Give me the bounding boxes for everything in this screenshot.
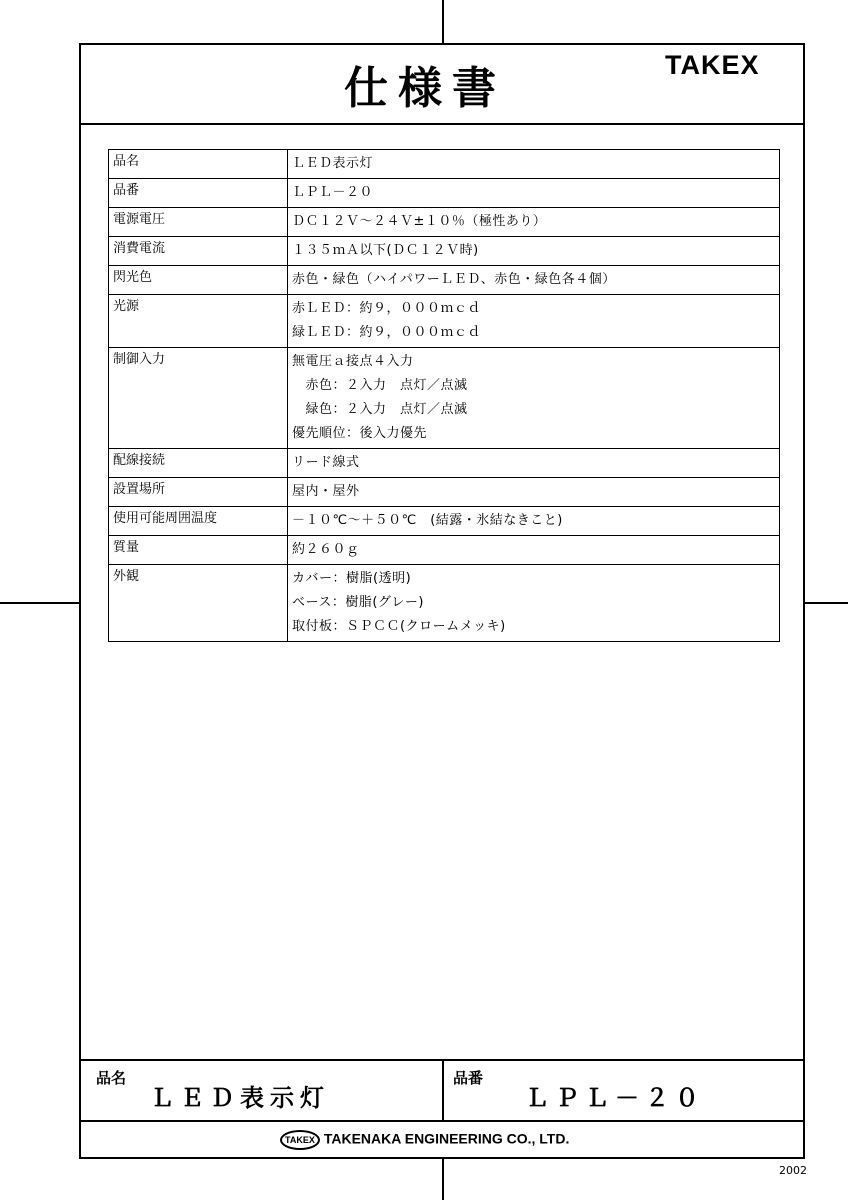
company-name: TAKENAKA ENGINEERING CO., LTD. bbox=[323, 1130, 570, 1147]
spec-label: 品名 bbox=[109, 150, 288, 179]
spec-value bbox=[288, 237, 780, 266]
footer-name-value: ＬＥＤ表示灯 bbox=[150, 1084, 330, 1112]
table-row bbox=[109, 348, 780, 449]
table-row bbox=[109, 565, 780, 642]
spec-value bbox=[288, 536, 780, 565]
table-row bbox=[109, 449, 780, 478]
spec-table bbox=[108, 149, 780, 642]
footer-vertical-divider bbox=[442, 1059, 444, 1121]
spec-value-line: カバー：樹脂(透明) bbox=[292, 571, 412, 586]
spec-value-line: ＬＰＬ－２０ bbox=[292, 185, 374, 200]
table-row bbox=[109, 295, 780, 348]
spec-label: 制御入力 bbox=[109, 348, 288, 449]
spec-label: 外観 bbox=[109, 565, 288, 642]
spec-label: 設置場所 bbox=[109, 478, 288, 507]
spec-value-line: 緑色：２入力 点灯／点滅 bbox=[292, 402, 468, 417]
spec-value-line: 約２６０ｇ bbox=[292, 542, 360, 557]
spec-value-line: リード線式 bbox=[292, 455, 360, 470]
spec-value-line: －１０℃～＋５０℃ (結露・氷結なきこと) bbox=[292, 513, 563, 528]
takex-logo-mark: TAKEX bbox=[280, 1130, 320, 1150]
spec-value-line: ＤＣ１２Ｖ～２４Ｖ±１０％（極性あり） bbox=[292, 214, 547, 229]
company-line bbox=[280, 1130, 569, 1150]
spec-value bbox=[288, 295, 780, 348]
spec-value bbox=[288, 208, 780, 237]
crop-mark-left bbox=[0, 602, 79, 604]
crop-mark-right bbox=[805, 602, 848, 604]
spec-value-line: ベース：樹脂(グレー) bbox=[292, 595, 424, 610]
spec-value bbox=[288, 478, 780, 507]
document-title: 仕様書 bbox=[344, 63, 506, 114]
spec-label: 光源 bbox=[109, 295, 288, 348]
document-number: 2002 bbox=[779, 1164, 807, 1177]
spec-value bbox=[288, 150, 780, 179]
spec-value-line: １３５ｍＡ以下(ＤＣ１２Ｖ時) bbox=[292, 243, 479, 258]
spec-label: 閃光色 bbox=[109, 266, 288, 295]
crop-mark-top bbox=[442, 0, 444, 43]
spec-label: 品番 bbox=[109, 179, 288, 208]
table-row bbox=[109, 208, 780, 237]
spec-label: 使用可能周囲温度 bbox=[109, 507, 288, 536]
table-row bbox=[109, 478, 780, 507]
spec-value-line: 赤色・緑色（ハイパワーＬＥＤ、赤色・緑色各４個） bbox=[292, 272, 616, 287]
footer-part-value: ＬＰＬ－２０ bbox=[525, 1084, 705, 1112]
spec-value-line: 優先順位：後入力優先 bbox=[292, 426, 428, 441]
header-divider bbox=[79, 123, 805, 125]
spec-value-line: 無電圧ａ接点４入力 bbox=[292, 354, 414, 369]
spec-label: 電源電圧 bbox=[109, 208, 288, 237]
spec-value bbox=[288, 449, 780, 478]
table-row bbox=[109, 237, 780, 266]
table-row bbox=[109, 507, 780, 536]
table-row bbox=[109, 150, 780, 179]
spec-label: 質量 bbox=[109, 536, 288, 565]
brand-logo: TAKEX bbox=[665, 50, 760, 80]
spec-value-line: 緑ＬＥＤ：約９，０００ｍｃｄ bbox=[292, 325, 482, 340]
spec-value bbox=[288, 565, 780, 642]
footer-part-label: 品番 bbox=[453, 1069, 484, 1087]
spec-value bbox=[288, 179, 780, 208]
spec-value-line: ＬＥＤ表示灯 bbox=[292, 156, 374, 171]
spec-label: 消費電流 bbox=[109, 237, 288, 266]
spec-label: 配線接続 bbox=[109, 449, 288, 478]
spec-value-line: 屋内・屋外 bbox=[292, 484, 360, 499]
footer-name-label: 品名 bbox=[96, 1069, 127, 1087]
spec-value-line: 取付板：ＳＰＣＣ(クロームメッキ) bbox=[292, 619, 506, 634]
crop-mark-bottom bbox=[442, 1159, 444, 1200]
table-row bbox=[109, 179, 780, 208]
table-row bbox=[109, 266, 780, 295]
spec-value bbox=[288, 348, 780, 449]
table-row bbox=[109, 536, 780, 565]
spec-value bbox=[288, 266, 780, 295]
spec-value bbox=[288, 507, 780, 536]
spec-value-line: 赤ＬＥＤ：約９，０００ｍｃｄ bbox=[292, 301, 482, 316]
spec-value-line: 赤色：２入力 点灯／点滅 bbox=[292, 378, 468, 393]
